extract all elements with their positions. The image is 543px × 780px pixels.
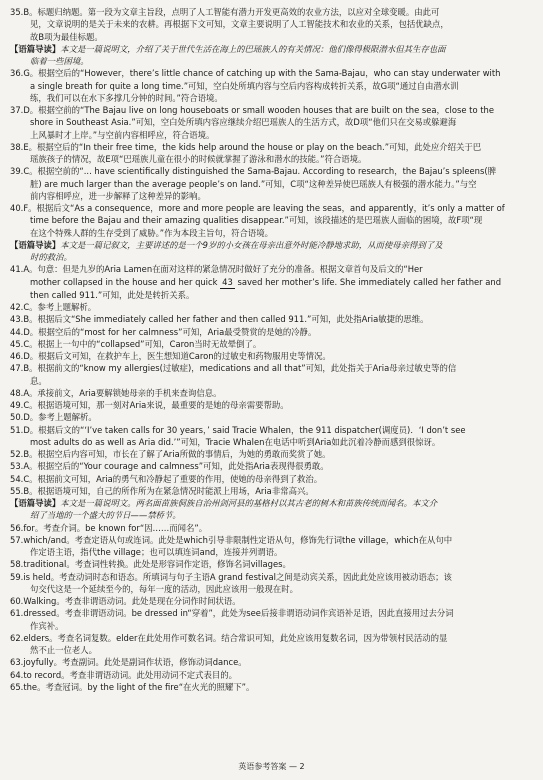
line-text: 60.Walking。考查非谓语动词。此处是现在分词作时间状语。: [10, 596, 241, 606]
text-line: [10, 178, 533, 190]
line-text: 56.for。考查介词。be known for“因……而闻名”。: [10, 522, 208, 533]
text-line: [10, 289, 533, 301]
line-text: 45.C。根据上一句中的“collapsed”可知，Caron当时无故晕倒了。: [10, 338, 262, 349]
text-line: [10, 104, 533, 116]
text-line: [10, 583, 533, 595]
text-line: [10, 546, 533, 558]
reading-guide-text: 本文是一篇说明文。两名面苗族侗族自治州剑河县的基格村以其古老的树木和苗族传统而闻名。本文介: [60, 498, 438, 508]
line-text: 40.F。根据后文“As a consequence，more and more people are leaving the seas，and apparently，it’s only a matter of: [10, 203, 505, 213]
answer-key-page: [10, 6, 533, 693]
line-text: 上风暴时才上岸。”与空前内容相呼应，符合语境。: [30, 129, 215, 140]
line-text: time before the Bajau and their amazing qualities disappear.”可知，该段描述的是巴瑶族人面临的困境，故F项“现: [30, 215, 483, 226]
text-line: [10, 239, 533, 251]
line-text: 44.D。根据空后的“most for her calmness”可知，Aria最受赞赏的是她的冷静。: [10, 326, 317, 337]
text-line: [10, 80, 533, 92]
text-line: [10, 251, 533, 263]
text-line: [10, 595, 533, 607]
text-line: [10, 473, 533, 485]
text-line: [10, 571, 533, 583]
text-line: [10, 116, 533, 128]
line-text: 61.dressed。考查非谓语动词。be dressed in“穿着”，此处为see后接非谓语动词作宾语补足语，因此直接用过去分词: [10, 608, 454, 619]
line-text: 练，我们可以在水下多撑几分钟的时间。”符合语境。: [30, 92, 223, 103]
reading-guide-text: 本文是一篇说明文，介绍了关于世代生活在海上的巴瑶族人的有关情况：他们像得极限潜水但其生存也面: [60, 43, 446, 54]
text-line: [10, 165, 533, 177]
text-line: [10, 399, 533, 411]
line-text: 65.the。考查冠词。by the light of the fire“在火光的照耀下”。: [10, 681, 255, 692]
line-text: 43.B。根据后文“She immediately called her father and then called 911.”可知，此处指Aria敏捷的思维。: [10, 314, 429, 325]
line-text: 作定语主语，指代the village；也可以填连词and，连接并列谓语。: [30, 547, 283, 557]
line-text: 故B项为最佳标题。: [30, 31, 103, 42]
text-line: [10, 558, 533, 570]
line-text: 51.D。根据后文的“‘I’ve taken calls for 30 years，’ said Tracie Whalen，the 911 dispatcher(调度员)．‘I don’t see: [10, 424, 466, 435]
text-line: [10, 411, 533, 423]
reading-guide-text: 时的救治。: [30, 252, 72, 262]
text-line: [10, 276, 533, 289]
text-line: [10, 129, 533, 141]
text-line: [10, 436, 533, 448]
line-text: 63.joyfully。考查副词。此处是副词作状语，修饰动词dance。: [10, 657, 247, 668]
text-line: [10, 67, 533, 79]
text-line: [10, 43, 533, 55]
text-line: [10, 55, 533, 67]
line-text: 62.elders。考查名词复数。elder在此处用作可数名词。结合常识可知，此处应该用复数名词，因为带领村民活动的显: [10, 632, 448, 643]
section-label: 【语篇导读】: [10, 498, 61, 508]
text-line: [10, 301, 533, 313]
text-line: [10, 227, 533, 239]
line-text: 58.traditional。考查词性转换。此处是形容词作定语，修饰名词villages。: [10, 559, 291, 570]
text-line: [10, 190, 533, 202]
line-text: 52.B。根据空后内容可知，市长在了解了Aria所做的事情后，为她的勇敢而奖赏了她。: [10, 449, 331, 459]
line-text: 然不止一位老人。: [30, 645, 97, 655]
text-line: [10, 350, 533, 362]
text-line: [10, 460, 533, 472]
text-line: [10, 681, 533, 693]
line-text: mother collapsed in the house and her quick: [30, 276, 218, 287]
text-line: [10, 153, 533, 165]
text-line: [10, 141, 533, 153]
line-text: 35.B。标题归纳题。第一段为文章主旨段，点明了人工智能有潜力开发更高效的农业方法，以应对全球变暖。由此可: [10, 7, 440, 17]
text-line: [10, 92, 533, 104]
line-text: 57.which/and。考查定语从句或连词。此处是which引导非限制性定语从句，修饰先行词the village，which在从句中: [10, 534, 453, 545]
line-text: 脏) are much larger than the average people’s on land.”可知，C项“这种差异使巴瑶族人有极强的潜水能力。”与空: [30, 178, 477, 189]
text-line: [10, 18, 533, 30]
page-footer: 英语参考答案 — 2: [238, 762, 305, 771]
text-line: [10, 485, 533, 497]
text-line: [10, 387, 533, 399]
section-label: 【语篇导读】: [10, 43, 61, 54]
line-text: 前内容相呼应，进一步解释了这种差异的影响。: [30, 190, 206, 201]
line-text: 46.D。根据后文可知，在救护车上，医生想知道Caron的过敏史和药物服用史等情况。: [10, 351, 331, 361]
text-line: [10, 644, 533, 656]
reading-guide-text: 临着一些困境。: [30, 56, 89, 66]
text-line: [10, 202, 533, 214]
text-line: [10, 31, 533, 43]
line-text: 64.to record。考查非谓语动词。此处用动词不定式表目的。: [10, 669, 238, 680]
line-text: 53.A。根据空后的“Your courage and calmness”可知，此处指Aria表现得很勇敢。: [10, 461, 329, 472]
text-line: [10, 620, 533, 632]
text-line: [10, 338, 533, 350]
line-text: 作宾补。: [30, 620, 64, 631]
line-text: 49.C。根据语境可知，那一刻对Aria来说，最重要的是她的母亲需要帮助。: [10, 400, 289, 410]
line-text: 38.E。根据空后的“In their free time，the kids help around the house or play on the beach.”可知，此处应介绍关于巴: [10, 141, 482, 152]
reading-guide-text: 绍了当地的一个盛大的节日——禁桥节。: [30, 510, 181, 521]
text-line: [10, 326, 533, 338]
line-text: 41.A。句意：但是九岁的Aria Lamen在面对这样的紧急情况时做好了充分的准备。根据文章首句及后文的“Her: [10, 264, 423, 275]
section-label: 【语篇导读】: [10, 239, 61, 250]
line-text: a single breath for quite a long time.”可知，空白处所填内容与空后内容构成转折关系，故G项“通过自由潜水训: [30, 80, 459, 91]
text-line: [10, 362, 533, 374]
blank-number: 43: [220, 276, 235, 289]
line-text: 36.G。根据空后的“However，there’s little chance of catching up with the Sama-Bajau，who can stay underwater with: [10, 68, 501, 79]
line-text: 50.D。参考上题解析。: [10, 412, 97, 423]
text-line: [10, 448, 533, 460]
text-line: [10, 375, 533, 387]
line-text: 瑶族孩子的情况，故E项“巴瑶族儿童在很小的时候就掌握了游泳和潜水的技能。”符合语境。: [30, 154, 367, 164]
text-line: [10, 214, 533, 226]
line-text: 54.C。根据前文可知，Aria的勇气和冷静起了重要的作用，使她的母亲得到了救治。: [10, 473, 323, 484]
line-text: 见，文章说明的是关于未来的农耕。再根据下文可知，文章主要说明了人工智能技术和农业的关系，包括优缺点，: [30, 19, 449, 30]
text-line: [10, 607, 533, 619]
line-text: then called 911.”可知，此处是转折关系。: [30, 289, 195, 300]
text-line: [10, 656, 533, 668]
text-line: [10, 424, 533, 436]
line-text: 在这个特殊人群的生存受到了威胁。”作为本段主旨句，符合语境。: [30, 227, 274, 238]
line-text: 句交代这是一个延续至今的，每年一度的活动，因此应该用一般现在时。: [30, 583, 298, 594]
text-line: [10, 313, 533, 325]
text-line: [10, 497, 533, 509]
line-text: 55.B。根据语境可知，自己的所作所为在紧急情况时能派上用场，Aria非常高兴。: [10, 485, 314, 496]
line-text: shore in Southeast Asia.”可知，空白处所填内容应继续介绍巴瑶族人的生活方式，故D项“他们只在交易或躲避海: [30, 117, 457, 128]
text-line: [10, 669, 533, 681]
line-text: 42.C。参考上题解析。: [10, 302, 97, 312]
text-line: [10, 509, 533, 521]
text-line: [10, 263, 533, 275]
line-text: 47.B。根据前文的“know my allergies(过敏症)，medications and all that”可知，此处指关于Aria母亲过敏史等的信: [10, 363, 457, 374]
line-text: 37.D。根据空前的“The Bajau live on long houseboats or small wooden houses that are built on the sea，close to the: [10, 105, 494, 115]
line-text: most adults do as well as Aria did.’”可知，Tracie Whalen在电话中听到Aria如此沉着冷静而感到很惊讶。: [30, 436, 441, 447]
line-text: 息。: [30, 375, 47, 386]
text-line: [10, 534, 533, 546]
text-line: [10, 522, 533, 534]
text-line: [10, 632, 533, 644]
reading-guide-text: 本文是一篇记叙文，主要讲述的是一个9岁的小女孩在母亲出意外时能冷静地求助，从而使母亲得到了及: [60, 239, 443, 250]
line-text: 39.C。根据空前的“... have scientifically distinguished the Sama-Bajau. According to research，the Bajau’s spleens(脾: [10, 166, 496, 177]
line-text: 59.is held。考查动词时态和语态。所填词与句子主语A grand festival之间是动宾关系，因此此处应该用被动语态；该: [10, 571, 452, 582]
line-text: saved her mother’s life. She immediately called her father and: [237, 276, 502, 287]
line-text: 48.A。承接前文，Aria要解锁她母亲的手机来查询信息。: [10, 387, 222, 398]
text-line: [10, 6, 533, 18]
